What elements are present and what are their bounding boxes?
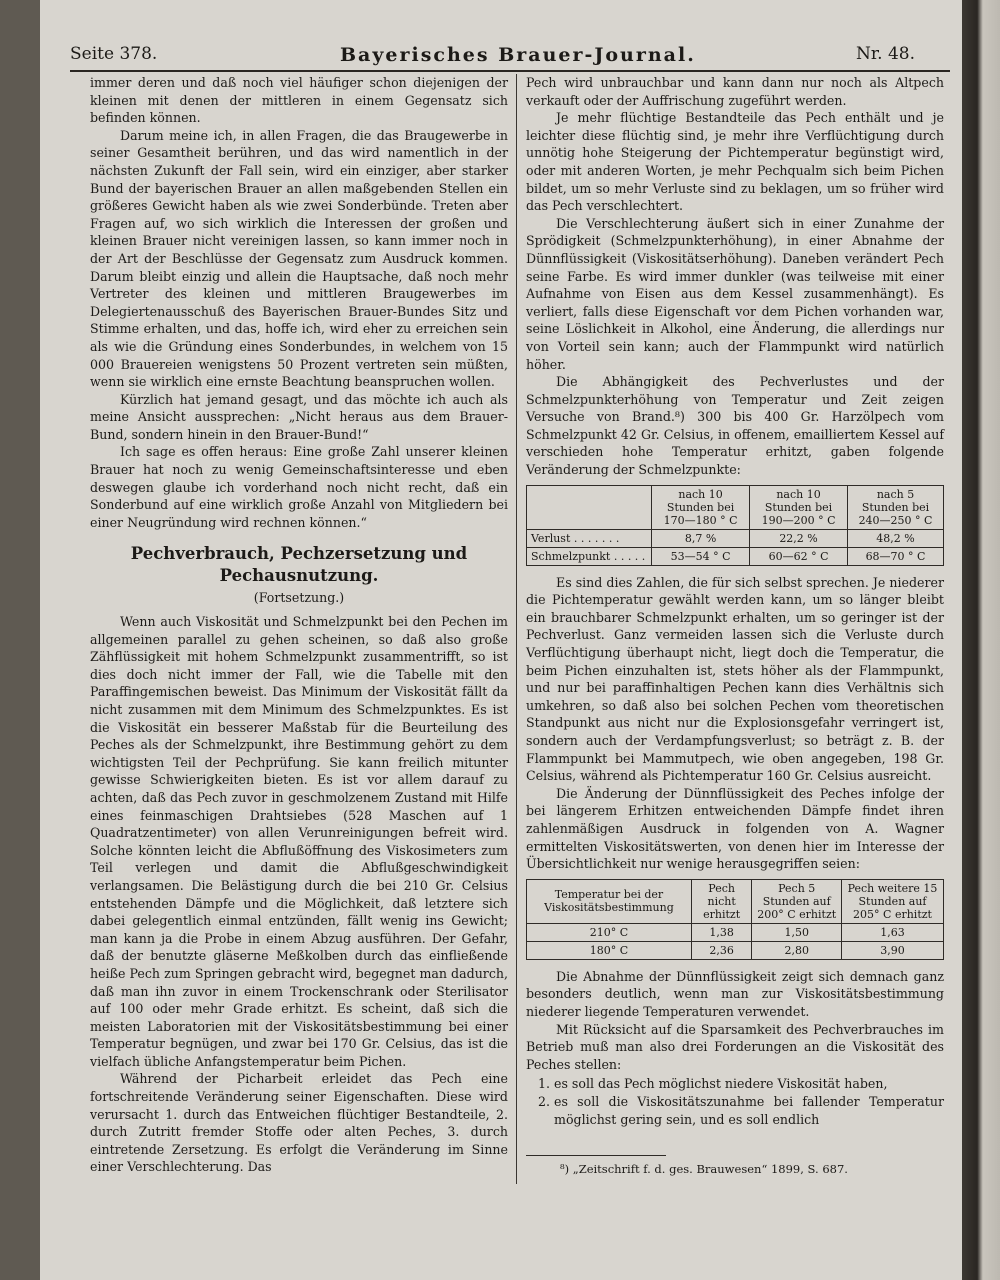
table-row (527, 941, 944, 959)
table-corner (527, 485, 652, 529)
viscosity-table (526, 879, 944, 960)
table-cell: 60—62 ° C (750, 547, 848, 565)
table-cell: 3,90 (842, 941, 944, 959)
table-cell: 53—54 ° C (652, 547, 750, 565)
table-cell: 68—70 ° C (848, 547, 944, 565)
paragraph: Es sind dies Zahlen, die für sich selbst sprechen. Je niederer die Pichtemperatur gewählt werden kann, um so länger bleibt ein brauchbarer Schmelzpunkt erhalten, um so geringer ist der Pechverlust. Ganz vermeiden lassen sich die Verluste durch Verflüchtigung überhaupt nicht, liegt doch die Temperatur, die beim Pichen einzuhalten ist, stets höher als der Flammpunkt, und nur bei paraffinhaltigen Pechen kann dies Verhältnis sich umkehren, so daß also bei solchen Pechen vom theoretischen Standpunkt aus nicht nur die Explosionsgefahr verringert ist, sondern auch der Verdampfungsverlust; so beträgt z. B. der Flammpunkt bei Mammutpech, wie oben angegeben, 198 Gr. Celsius, während als Pichtemperatur 160 Gr. Celsius ausreicht. (526, 574, 944, 784)
paragraph: Die Abnahme der Dünnflüssigkeit zeigt sich demnach ganz besonders deutlich, wenn man zur Viskositätsbestimmung niederer liegende Temperaturen verwendet. (526, 968, 944, 1019)
table-header: nach 5 Stunden bei 240—250 ° C (848, 485, 944, 529)
row-label: Schmelzpunkt . . . . . (527, 547, 652, 565)
paragraph: Wenn auch Viskosität und Schmelzpunkt bei den Pechen im allgemeinen parallel zu gehen scheinen, so daß also große Zähflüssigkeit mit hohem Schmelzpunkt zusammentrifft, so ist dies doch nicht immer der Fall, wie die Tabelle mit den Paraffingemischen beweist. Das Minimum der Viskosität fällt da nicht zusammen mit dem Minimum des Schmelzpunktes. Es ist die Viskosität ein besserer Maßstab für die Beurteilung des Peches als der Schmelzpunkt, ihre Bestimmung gehört zu dem wichtigsten Teil der Pechprüfung. Sie kann freilich mitunter gewisse Schwierigkeiten bieten. Es ist vor allem darauf zu achten, daß das Pech zuvor in geschmolzenem Zustand mit Hilfe eines feinmaschigen Drahtsiebes (528 Maschen auf 1 Quadratzentimeter) von allen Verunreinigungen befreit wird. Solche könnten leicht die Abflußöffnung des Viskosimeters zum Teil verlegen und damit die Abflußgeschwindigkeit verlangsamen. Die Belästigung durch die bei 210 Gr. Celsius entstehenden Dämpfe und die Möglichkeit, daß letztere sich dabei gelegentlich einmal entzünden, fällt wenig ins Gewicht; man kann ja die Probe in einem Abzug ausführen. Der Gefahr, daß der benutzte gläserne Meßkolben durch das einfließende heiße Pech zum Springen gebracht wird, begegnet man dadurch, daß man ihn zuvor in einem Trockenschrank oder Sterilisator auf 100 oder mehr Grade erhitzt. Es scheint, daß sich die meisten Laboratorien mit der Viskositätsbestimmung bei einer Temperatur begnügen, und zwar bei 170 Gr. Celsius, das ist die vielfach übliche Anfangstemperatur beim Pichen. (90, 614, 508, 1069)
issue-number: Nr. 48. (856, 44, 915, 64)
section-title: Pechverbrauch, Pechzersetzung und Pechausnutzung. (130, 544, 468, 586)
right-column (526, 74, 944, 1128)
header-rule (70, 70, 950, 72)
paragraph: immer deren und daß noch viel häufiger schon diejenigen der kleinen mit denen der mittleren in einem Gegensatz sich befinden können. (90, 75, 508, 126)
table-cell: 2,36 (691, 941, 752, 959)
table-cell: 2,80 (752, 941, 842, 959)
table-header: Pech weitere 15 Stunden auf 205° C erhitzt (842, 879, 944, 923)
book-spine (962, 0, 1000, 1280)
section-subtitle: (Fortsetzung.) (253, 590, 345, 606)
column-divider (516, 74, 517, 1184)
list-item: 2. es soll die Viskositätszunahme bei fallender Temperatur möglichst gering sein, und es soll endlich (554, 1093, 944, 1128)
table-cell: 210° C (527, 923, 692, 941)
paragraph: Während der Picharbeit erleidet das Pech eine fortschreitende Veränderung seiner Eigenschaften. Diese wird verursacht 1. durch das Entweichen flüchtiger Bestandteile, 2. durch Zutritt fremder Stoffe oder alten Peches, 3. durch eintretende Zersetzung. Es erfolgt die Veränderung im Sinne einer Verschlechterung. Das (90, 1071, 508, 1175)
table-header: Pech nicht erhitzt (691, 879, 752, 923)
paragraph: Kürzlich hat jemand gesagt, und das möchte ich auch als meine Ansicht aussprechen: „Nicht heraus aus dem Brauer-Bund, sondern hinein in den Brauer-Bund!“ (90, 391, 508, 442)
journal-title: Bayerisches Brauer-Journal. (340, 44, 696, 66)
table-cell: 1,63 (842, 923, 944, 941)
footnote-rule (526, 1155, 666, 1156)
pitch-loss-table (526, 485, 944, 566)
left-column (90, 74, 508, 1176)
table-row (527, 529, 944, 547)
page-number: Seite 378. (70, 44, 158, 64)
footnote: ⁸) „Zeitschrift f. d. ges. Brauwesen“ 1899, S. 687. (560, 1162, 848, 1176)
table-header: nach 10 Stunden bei 170—180 ° C (652, 485, 750, 529)
table-cell: 180° C (527, 941, 692, 959)
paragraph: Die Änderung der Dünnflüssigkeit des Peches infolge der bei längerem Erhitzen entweichenden Dämpfe findet ihren zahlenmäßigen Ausdruck in folgenden von A. Wagner ermittelten Viskositätswerten, von denen hier im Interesse der Übersichtlichkeit nur wenige herausgegriffen seien: (526, 785, 944, 872)
table-header: Temperatur bei der Viskositätsbestimmung (527, 879, 692, 923)
table-cell: 1,38 (691, 923, 752, 941)
paragraph: Darum meine ich, in allen Fragen, die das Braugewerbe in seiner Gesamtheit berühren, und das wird namentlich in der nächsten Zukunft der Fall sein, wird ein einziger, aber starker Bund der bayerischen Brauer an allen maßgebenden Stellen ein größeres Gewicht haben als wie zwei Sonderbünde. Treten aber Fragen auf, wo sich wirklich die Interessen der großen und kleinen Brauer nicht vereinigen lassen, so kann immer noch in der Art der Beschlüsse der Gegensatz zum Ausdruck kommen. Darum bleibt einzig und allein die Hauptsache, daß noch mehr Vertreter des kleinen und mittleren Braugewerbes im Delegiertenausschuß des Bayerischen Brauer-Bundes Sitz und Stimme erhalten, und das, hoffe ich, wird eher zu erreichen sein als wie die Gründung eines Sonderbundes, in welchem von 15 000 Brauereien wenigstens 50 Prozent vertreten sein müßten, wenn sie wirklich eine ernste Beachtung beanspruchen wollen. (90, 127, 508, 390)
requirements-list (554, 1075, 944, 1128)
list-item: 1. es soll das Pech möglichst niedere Viskosität haben, (554, 1075, 944, 1093)
paragraph: Die Abhängigkeit des Pechverlustes und der Schmelzpunkterhöhung von Temperatur und Zeit zeigen Versuche von Brand.⁸) 300 bis 400 Gr. Harzölpech vom Schmelzpunkt 42 Gr. Celsius, in offenem, emailliertem Kessel auf verschieden hohe Temperatur erhitzt, gaben folgende Veränderung der Schmelzpunkte: (526, 374, 944, 478)
paragraph: Mit Rücksicht auf die Sparsamkeit des Pechverbrauches im Betrieb muß man also drei Forderungen an die Viskosität des Peches stellen: (526, 1021, 944, 1072)
table-header: nach 10 Stunden bei 190—200 ° C (750, 485, 848, 529)
table-cell: 8,7 % (652, 529, 750, 547)
table-row (527, 547, 944, 565)
row-label: Verlust . . . . . . . (527, 529, 652, 547)
paragraph: Die Verschlechterung äußert sich in einer Zunahme der Sprödigkeit (Schmelzpunkterhöhung), in einer Abnahme der Dünnflüssigkeit (Viskositätserhöhung). Daneben verändert Pech seine Farbe. Es wird immer dunkler (was teilweise mit einer Aufnahme von Eisen aus dem Kessel zusammenhängt). Es verliert, falls diese Eigenschaft vor dem Pichen vorhanden war, seine Löslichkeit in Alkohol, eine Änderung, die allerdings nur von Vorteil sein kann; auch der Flammpunkt wird natürlich höher. (526, 215, 944, 372)
paragraph: Je mehr flüchtige Bestandteile das Pech enthält und je leichter diese flüchtig sind, je mehr ihre Verflüchtigung durch unnötig hohe Steigerung der Pichtemperatur begünstigt wird, oder mit anderen Worten, je mehr Pechqualm sich beim Pichen bildet, um so mehr Verluste sind zu beklagen, um so früher wird das Pech verschlechtert. (526, 110, 944, 214)
paragraph: Ich sage es offen heraus: Eine große Zahl unserer kleinen Brauer hat noch zu wenig Gemeinschaftsinteresse und eben deswegen glaube ich vorderhand noch nicht recht, daß ein Sonderbund auf eine wirklich große Anzahl von Mitgliedern bei einer Neugründung wird rechnen können.“ (90, 444, 508, 530)
table-cell: 22,2 % (750, 529, 848, 547)
table-cell: 1,50 (752, 923, 842, 941)
table-cell: 48,2 % (848, 529, 944, 547)
paragraph: Pech wird unbrauchbar und kann dann nur noch als Altpech verkauft oder der Auffrischung zugeführt werden. (526, 75, 944, 108)
table-row (527, 923, 944, 941)
table-header: Pech 5 Stunden auf 200° C erhitzt (752, 879, 842, 923)
